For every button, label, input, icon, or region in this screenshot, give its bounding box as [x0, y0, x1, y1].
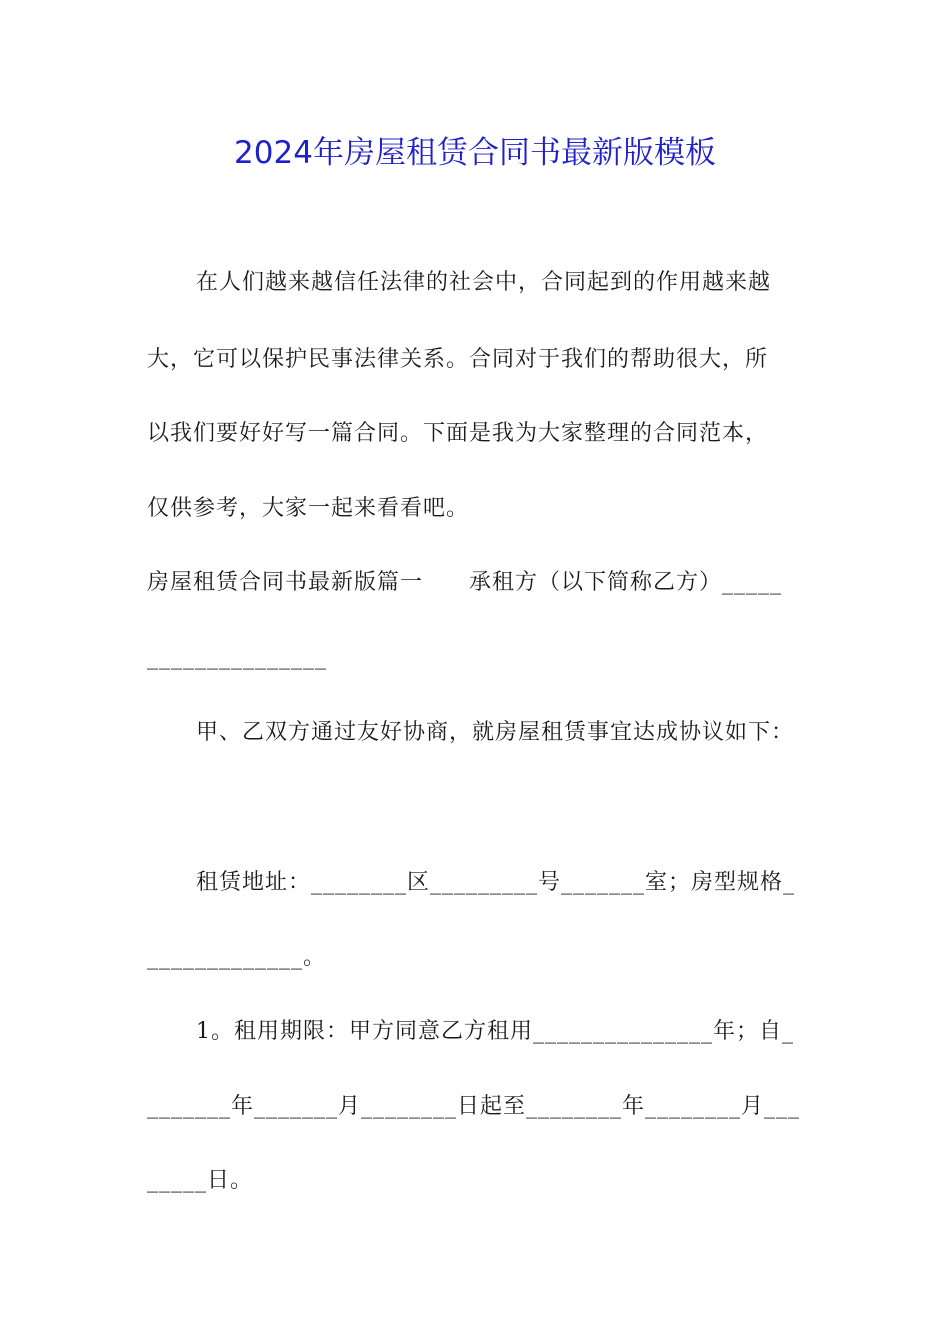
paragraph-line: 以我们要好好写一篇合同。下面是我为大家整理的合同范本，: [147, 421, 769, 446]
paragraph-line: 仅供参考，大家一起来看看吧。: [147, 496, 470, 521]
rental-address-continuation: _____________。: [147, 945, 327, 970]
lease-term-dates-line: _______年_______月________日起至________年________月___: [147, 1094, 801, 1119]
section-heading-line: 房屋租赁合同书最新版篇一 承租方（以下简称乙方）_____: [147, 570, 783, 595]
lease-term-line: 1。租用期限：甲方同意乙方租用_______________年；自_: [196, 1019, 794, 1044]
rental-address-line: 租赁地址：________区_________号_______室；房型规格_: [196, 870, 796, 895]
lease-term-end-line: _____日。: [147, 1168, 254, 1193]
agreement-intro-line: 甲、乙双方通过友好协商，就房屋租赁事宜达成协议如下：: [196, 720, 795, 745]
paragraph-line: 大，它可以保护民事法律关系。合同对于我们的帮助很大，所: [147, 347, 769, 372]
blank-fill-line: _______________: [147, 645, 327, 670]
document-title: 2024年房屋租赁合同书最新版模板: [234, 135, 716, 171]
paragraph-line: 在人们越来越信任法律的社会中，合同起到的作用越来越: [196, 270, 772, 295]
